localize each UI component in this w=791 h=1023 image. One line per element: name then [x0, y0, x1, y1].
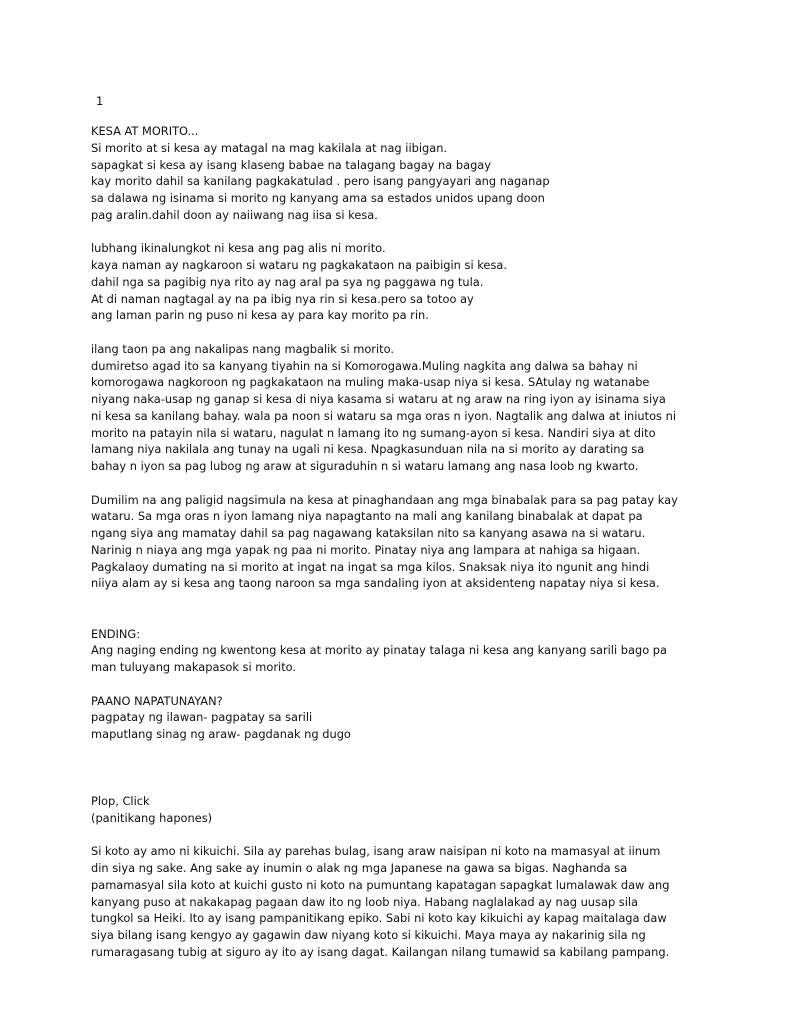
section-heading: ENDING: — [91, 626, 141, 641]
section-subtitle: (panitikang hapones) — [91, 810, 213, 825]
paragraph-spacer — [91, 676, 771, 693]
paragraph — [91, 240, 771, 324]
section-heading: PAANO NAPATUNAYAN? — [91, 693, 223, 708]
paragraph-spacer — [91, 224, 771, 241]
text-line: Dumilim na ang paligid nagsimula na kesa at pinaghandaan ang mga binabalak para sa pag patay kay — [91, 492, 678, 507]
text-line: ang laman parin ng puso ni kesa ay para kay morito pa rin. — [91, 308, 429, 323]
text-line: rumaragasang tubig at siguro ay ito ay isang dagat. Kailangan nilang tumawid sa kabilang pampang. — [91, 944, 670, 959]
text-line: din siya ng sake. Ang sake ay inumin o alak ng mga Japanese na gawa sa bigas. Naghanda sa — [91, 861, 628, 875]
text-line: maputlang sinag ng araw- pagdanak ng dugo — [91, 727, 351, 741]
section-ending — [91, 626, 771, 676]
paragraph-spacer — [91, 592, 771, 626]
paragraph — [91, 492, 771, 593]
section-title: Plop, Click — [91, 794, 150, 808]
paragraph-spacer — [91, 827, 771, 844]
text-line: pagpatay ng ilawan- pagpatay sa sarili — [91, 710, 313, 725]
text-line: lamang niya nakilala ang tunay na ugali ni kesa. Npagkasunduan nila na si morito ay darating sa — [91, 442, 645, 457]
text-line: Narinig n niaya ang mga yapak ng paa ni morito. Pinatay niya ang lampara at nahiga sa higaan. — [91, 542, 641, 557]
text-line: ngang siya ang mamatay dahil sa pag nagawang kataksilan nito sa kanyang asawa na si wataru. — [91, 526, 646, 540]
text-line: siya bilang isang kengyo ay gagawin daw niyang koto si kikuichi. Maya maya ay nakarinig sila ng — [91, 928, 646, 942]
section-paano-napatunayan — [91, 693, 771, 743]
text-line: niiya alam ay si kesa ang taong naroon sa mga sandaling iyon at aksidenteng napatay niya si kesa. — [91, 576, 660, 591]
section-kesa-at-morito — [91, 123, 771, 224]
text-line: kaya naman ay nagkaroon si wataru ng pagkakataon na paibigin si kesa. — [91, 258, 507, 272]
text-line: sapagkat si kesa ay isang klaseng babae na talagang bagay na bagay — [91, 157, 492, 172]
text-line: bahay n iyon sa pag lubog ng araw at siguraduhin n si wataru lamang ang nasa loob ng kwarto. — [91, 459, 639, 473]
text-line: morito na patayin nila si wataru, nagulat n lamang ito ng sumang-ayon si kesa. Nandiri siya at dito — [91, 425, 656, 440]
document-body — [91, 123, 771, 961]
paragraph-spacer — [91, 743, 771, 793]
text-line: Si koto ay amo ni kikuichi. Sila ay parehas bulag, isang araw naisipan ni koto na mamasyal at iinum — [91, 844, 661, 859]
page-number: 1 — [96, 94, 104, 108]
text-line: tungkol sa Heiki. Ito ay isang pampanitikang epiko. Sabi ni koto kay kikuichi ay kapag maitalaga daw — [91, 911, 667, 926]
text-line: Pagkalaoy dumating na si morito at ingat na ingat sa mga kilos. Snaksak niya ito ngunit ang hindi — [91, 559, 650, 574]
paragraph — [91, 843, 771, 960]
text-line: Ang naging ending ng kwentong kesa at morito ay pinatay talaga ni kesa ang kanyang sarili bago pa — [91, 643, 667, 658]
text-line: dumiretso agad ito sa kanyang tiyahin na si Komorogawa.Muling nagkita ang dalwa sa bahay ni — [91, 358, 638, 373]
text-line: komorogawa nagkoroon ng pagkakataon na muling maka-usap niya si kesa. SAtulay ng watanabe — [91, 375, 650, 390]
paragraph-spacer — [91, 324, 771, 341]
text-line: lubhang ikinalungkot ni kesa ang pag alis ni morito. — [91, 241, 386, 256]
text-line: wataru. Sa mga oras n iyon lamang niya napagtanto na mali ang kanilang binabalak at dapat pa — [91, 509, 643, 524]
text-line: dahil nga sa pagibig nya rito ay nag aral pa sya ng paggawa ng tula. — [91, 274, 484, 289]
text-line: At di naman nagtagal ay na pa ibig nya rin si kesa.pero sa totoo ay — [91, 291, 474, 306]
text-line: niyang naka-usap ng ganap si kesa di niya kasama si wataru at ng araw na ring iyon ay isinama siya — [91, 392, 666, 406]
text-line: sa dalawa ng isinama si morito ng kanyang ama sa estados unidos upang doon — [91, 191, 545, 205]
text-line: kay morito dahil sa kanilang pagkakatulad . pero isang pangyayari ang naganap — [91, 174, 550, 189]
text-line: man tuluyang makapasok si morito. — [91, 660, 297, 674]
text-line: Si morito at si kesa ay matagal na mag kakilala at nag iibigan. — [91, 140, 448, 155]
section-plop-click — [91, 793, 771, 827]
text-line: kanyang puso at nakakapag pagaan daw ito ng loob niya. Habang naglalakad ay nag uusap sila — [91, 894, 639, 909]
paragraph — [91, 341, 771, 475]
text-line: ni kesa sa kanilang bahay. wala pa noon si wataru sa mga oras n iyon. Nagtalik ang dalwa at iniutos ni — [91, 408, 676, 423]
paragraph-spacer — [91, 475, 771, 492]
section-title: KESA AT MORITO... — [91, 124, 199, 138]
text-line: pamamasyal sila koto at kuichi gusto ni koto na pumuntang kapatagan sapagkat lumalawak daw ang — [91, 877, 670, 892]
text-line: ilang taon pa ang nakalipas nang magbalik si morito. — [91, 341, 395, 356]
text-line: pag aralin.dahil doon ay naiiwang nag iisa si kesa. — [91, 207, 378, 222]
